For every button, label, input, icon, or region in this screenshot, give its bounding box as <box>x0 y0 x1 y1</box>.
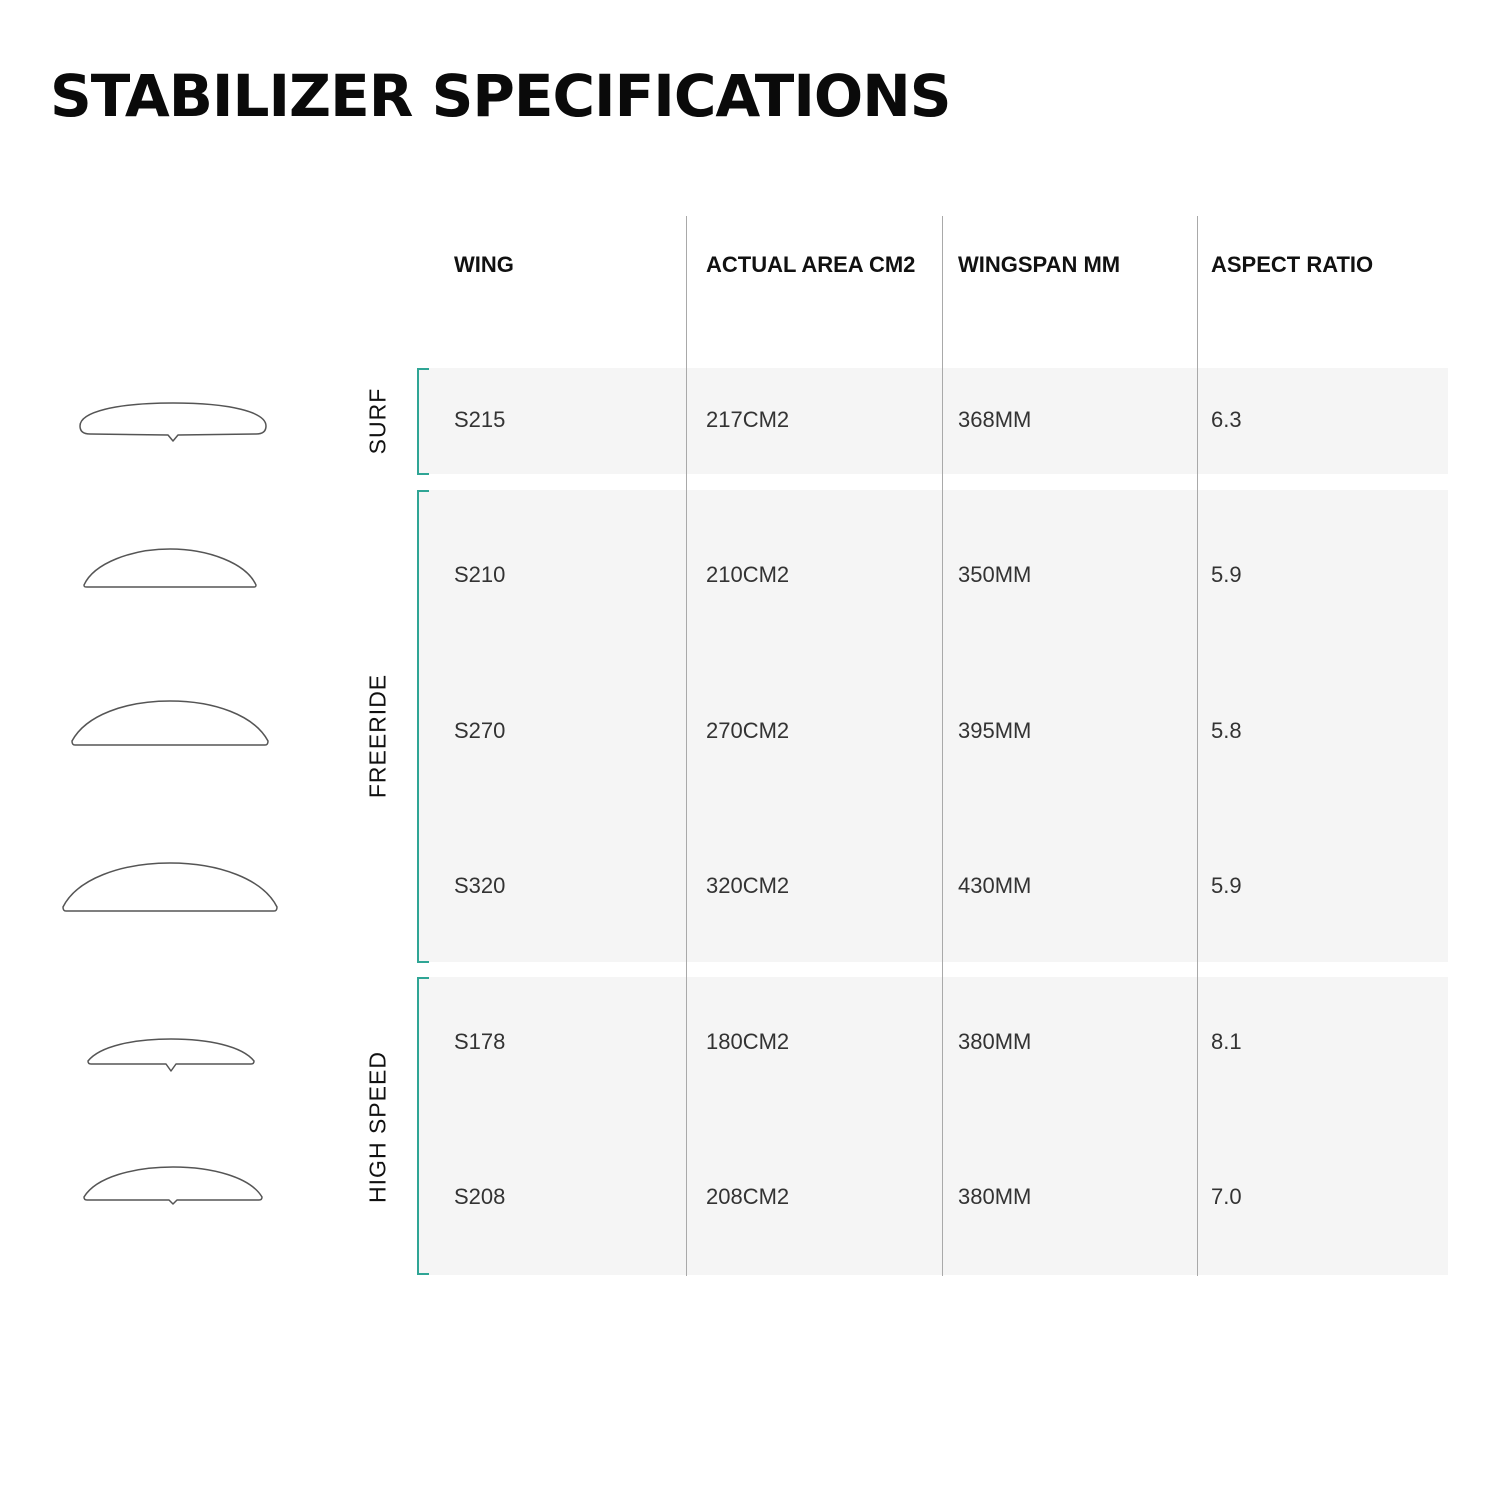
cell-wingspan: 368MM <box>958 407 1032 432</box>
column-divider <box>686 216 687 1276</box>
column-header-wingspan: WINGSPAN MM <box>958 252 1121 277</box>
group-band-surf <box>418 368 1448 474</box>
cell-wing: S215 <box>454 407 506 432</box>
group-label-freeride: FREERIDE <box>364 673 391 799</box>
column-divider <box>1197 216 1198 1276</box>
cell-aspect-ratio: 7.0 <box>1211 1184 1242 1209</box>
cell-area: 320CM2 <box>706 873 790 898</box>
cell-area: 210CM2 <box>706 562 790 587</box>
cell-area: 180CM2 <box>706 1029 790 1054</box>
wing-outline-s210-icon <box>80 545 260 591</box>
cell-wingspan: 430MM <box>958 873 1032 898</box>
column-divider <box>942 216 943 1276</box>
cell-wing: S210 <box>454 562 506 587</box>
cell-wingspan: 350MM <box>958 562 1032 587</box>
cell-area: 217CM2 <box>706 407 790 432</box>
cell-aspect-ratio: 5.9 <box>1211 873 1242 898</box>
wing-outline-s178-icon <box>84 1035 258 1077</box>
column-header-aspect-ratio: ASPECT RATIO <box>1211 252 1374 277</box>
cell-area: 208CM2 <box>706 1184 790 1209</box>
group-bracket-freeride <box>417 490 429 963</box>
group-label-high-speed: HIGH SPEED <box>364 1051 391 1203</box>
column-header-actual-area: ACTUAL AREA CM2 <box>706 252 916 277</box>
cell-wingspan: 380MM <box>958 1184 1032 1209</box>
wing-outline-s215-icon <box>76 400 270 444</box>
cell-aspect-ratio: 5.9 <box>1211 562 1242 587</box>
group-band-freeride <box>418 490 1448 962</box>
cell-aspect-ratio: 5.8 <box>1211 718 1242 743</box>
cell-wingspan: 380MM <box>958 1029 1032 1054</box>
cell-aspect-ratio: 6.3 <box>1211 407 1242 432</box>
wing-outline-s270-icon <box>68 697 272 749</box>
cell-wing: S178 <box>454 1029 506 1054</box>
cell-area: 270CM2 <box>706 718 790 743</box>
cell-wing: S270 <box>454 718 506 743</box>
group-bracket-high-speed <box>417 977 429 1275</box>
group-label-surf: SURF <box>364 387 391 455</box>
cell-wing: S320 <box>454 873 506 898</box>
wing-outline-s208-icon <box>80 1163 266 1209</box>
cell-aspect-ratio: 8.1 <box>1211 1029 1242 1054</box>
column-header-wing: WING <box>454 252 514 277</box>
group-bracket-surf <box>417 368 429 475</box>
cell-wingspan: 395MM <box>958 718 1032 743</box>
group-band-high-speed <box>418 977 1448 1275</box>
cell-wing: S208 <box>454 1184 506 1209</box>
page-title: STABILIZER SPECIFICATIONS <box>50 62 951 130</box>
wing-outline-s320-icon <box>59 859 281 915</box>
